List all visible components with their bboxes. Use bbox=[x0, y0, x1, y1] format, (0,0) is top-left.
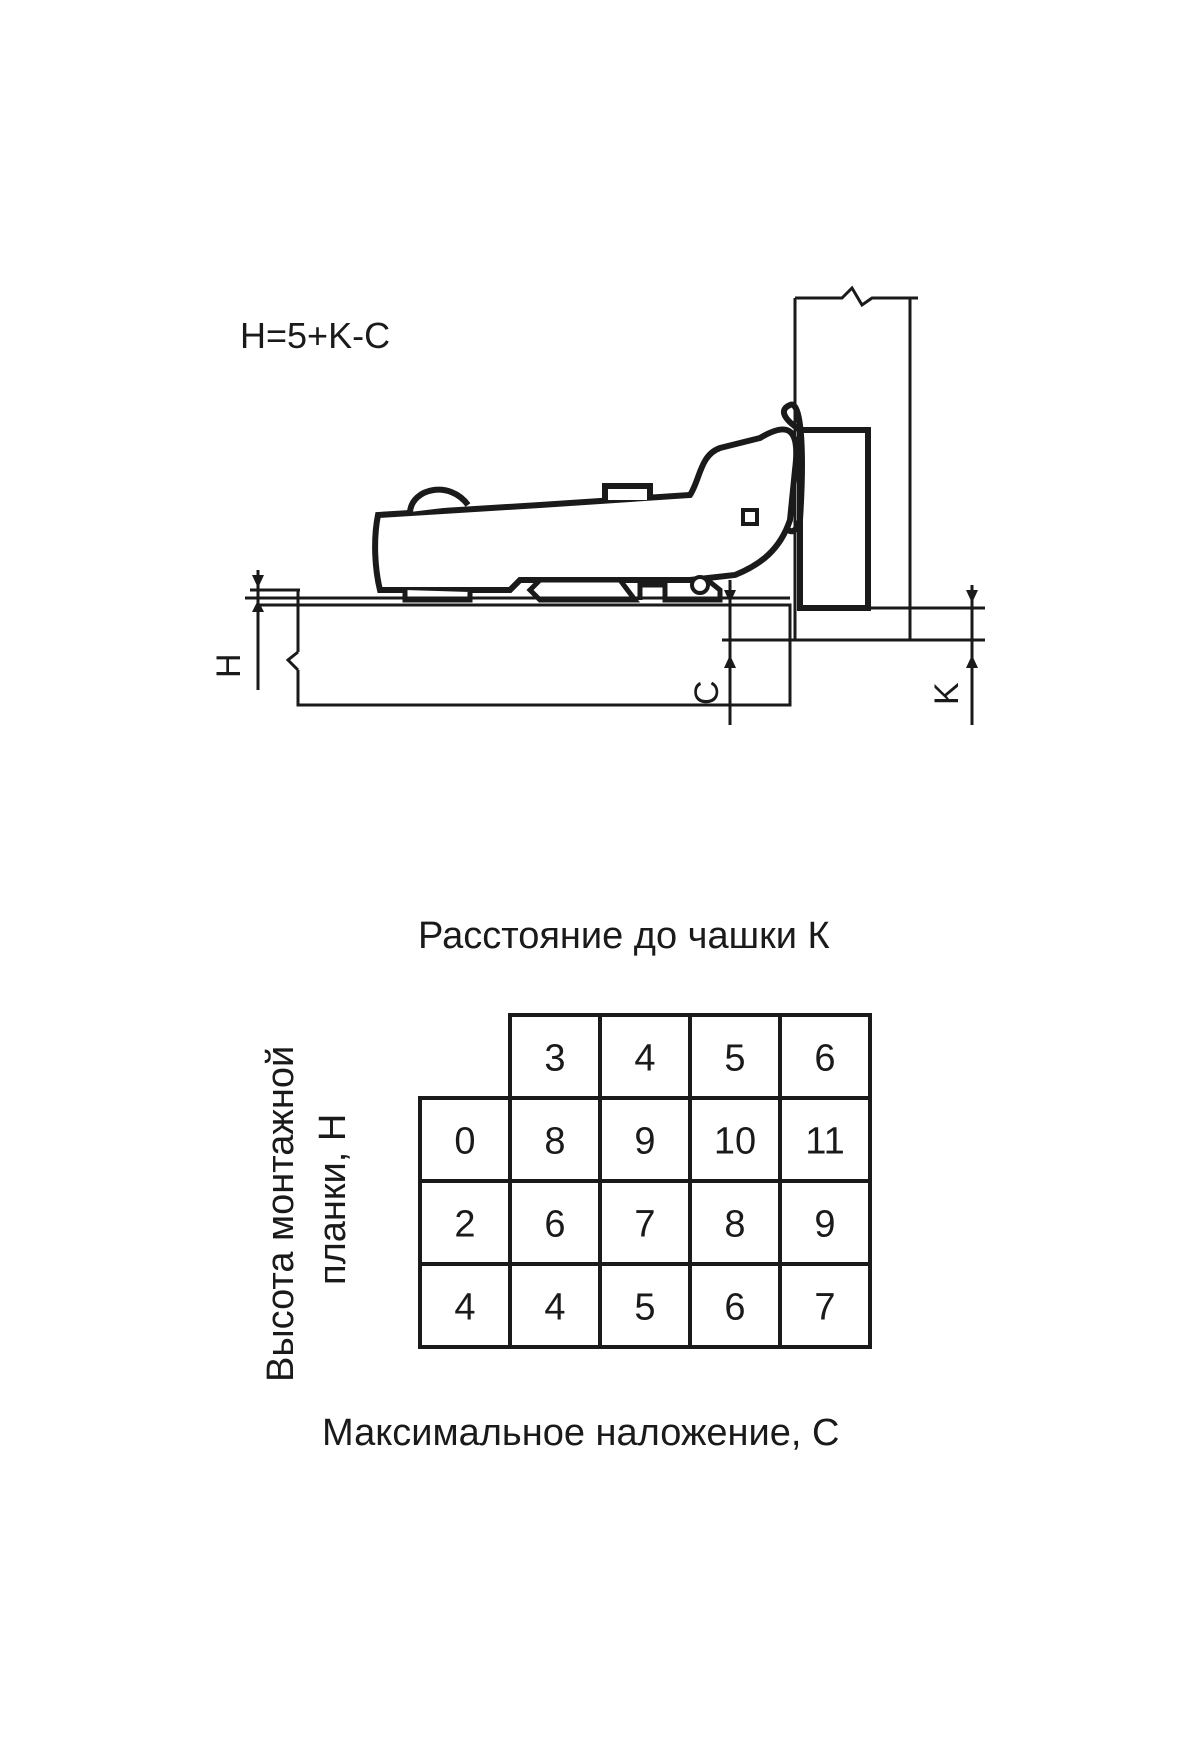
k-value-0: 3 bbox=[544, 1037, 566, 1080]
row-axis-label-line1: Высота монтажной bbox=[260, 1045, 302, 1382]
k-value-3: 6 bbox=[814, 1037, 836, 1080]
c-value-1-2: 8 bbox=[724, 1203, 746, 1246]
c-value-0-1: 9 bbox=[634, 1120, 656, 1163]
k-value-1: 4 bbox=[634, 1037, 656, 1080]
h-value-1: 2 bbox=[454, 1203, 476, 1246]
row-axis-label-line2: планки, Н bbox=[312, 1113, 354, 1285]
hinge-arm bbox=[245, 429, 796, 600]
h-value-0: 0 bbox=[454, 1120, 476, 1163]
hinge-cup bbox=[784, 405, 868, 608]
dimension-label-k: K bbox=[928, 682, 966, 705]
k-value-2: 5 bbox=[724, 1037, 746, 1080]
overlay-table bbox=[420, 1015, 870, 1347]
c-value-1-1: 7 bbox=[634, 1203, 656, 1246]
column-axis-label: Расстояние до чашки К bbox=[418, 915, 830, 957]
c-value-1-0: 6 bbox=[544, 1203, 566, 1246]
c-value-2-2: 6 bbox=[724, 1286, 746, 1329]
dimension-h bbox=[250, 570, 300, 690]
c-value-2-1: 5 bbox=[634, 1286, 656, 1329]
c-value-2-3: 7 bbox=[814, 1286, 836, 1329]
c-value-1-3: 9 bbox=[814, 1203, 836, 1246]
c-value-0-2: 10 bbox=[713, 1120, 757, 1163]
h-value-2: 4 bbox=[454, 1286, 476, 1329]
c-value-0-0: 8 bbox=[544, 1120, 566, 1163]
dimension-label-h: H bbox=[210, 653, 248, 678]
dimension-label-c: C bbox=[688, 680, 726, 705]
value-label: Максимальное наложение, С bbox=[322, 1412, 840, 1454]
dimension-k bbox=[868, 585, 985, 725]
c-value-2-0: 4 bbox=[544, 1286, 566, 1329]
c-value-0-3: 11 bbox=[805, 1120, 845, 1163]
formula: H=5+K-C bbox=[240, 315, 391, 356]
dimension-c bbox=[722, 580, 795, 725]
